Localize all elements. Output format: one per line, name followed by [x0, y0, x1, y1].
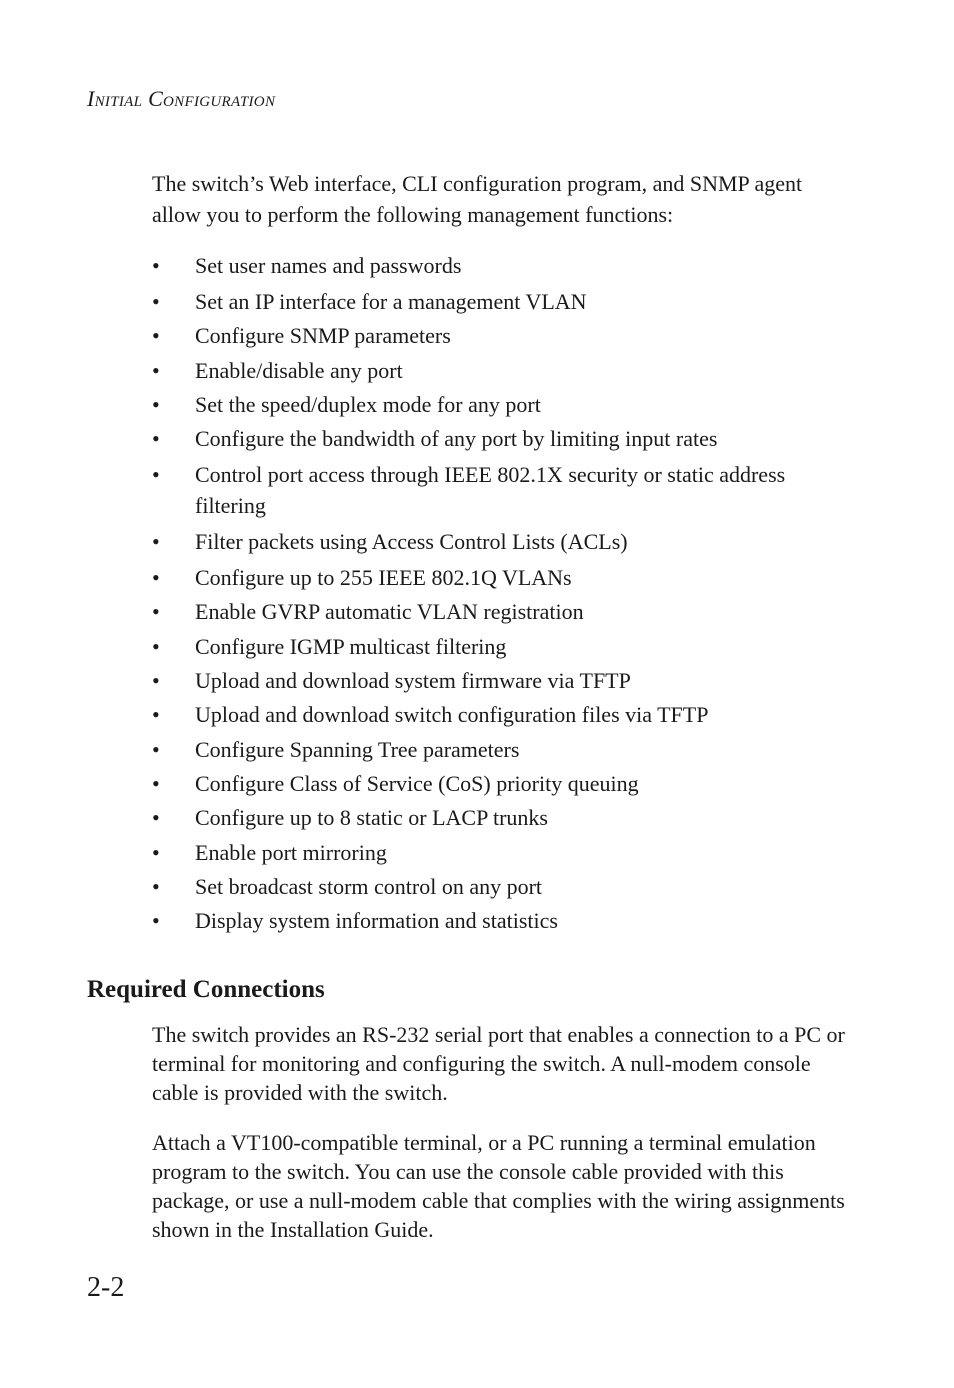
list-item-text: Configure Spanning Tree parameters — [195, 736, 520, 762]
connections-paragraph-2: Attach a VT100-compatible terminal, or a PC running a terminal emulation program to the switch. You can use the console cable provided with this package, or use a null-modem cable that complies with the wiring assignments shown in the Installation Guide. — [152, 1130, 845, 1242]
list-item — [152, 905, 852, 936]
bullet-marker: • — [152, 770, 160, 796]
list-item-text: Enable GVRP automatic VLAN registration — [195, 599, 584, 625]
list-item — [152, 286, 852, 317]
bullet-marker: • — [152, 873, 160, 899]
list-item — [152, 665, 852, 696]
management-functions-list — [152, 250, 852, 939]
list-item — [152, 526, 852, 557]
bullet-marker: • — [152, 736, 160, 762]
list-item-text: Configure up to 8 static or LACP trunks — [195, 805, 548, 831]
bullet-marker: • — [152, 702, 160, 728]
list-item-text: Configure IGMP multicast filtering — [195, 633, 507, 659]
bullet-marker: • — [152, 668, 160, 694]
list-item-text: Display system information and statistics — [195, 908, 558, 934]
bullet-marker: • — [152, 839, 160, 865]
list-item — [152, 837, 852, 868]
list-item — [152, 389, 852, 420]
list-item-text: Set the speed/duplex mode for any port — [195, 391, 541, 417]
bullet-marker: • — [152, 908, 160, 934]
list-item-text: Configure up to 255 IEEE 802.1Q VLANs — [195, 565, 572, 591]
bullet-marker: • — [152, 529, 160, 555]
list-item — [152, 562, 852, 593]
list-item — [152, 802, 852, 833]
list-item — [152, 734, 852, 765]
bullet-marker: • — [152, 253, 160, 278]
list-item — [152, 699, 852, 730]
bullet-marker: • — [152, 323, 160, 349]
list-item-text: Configure SNMP parameters — [195, 323, 451, 349]
list-item — [152, 250, 852, 281]
connections-paragraph-1: The switch provides an RS-232 serial port that enables a connection to a PC or terminal for monitoring and configuring the switch. A null-modem console cable is provided with the switch. — [152, 1022, 845, 1105]
list-item-text: Set broadcast storm control on any port — [195, 873, 543, 899]
bullet-marker: • — [152, 599, 160, 625]
list-item — [152, 871, 852, 902]
list-item-text: Set an IP interface for a management VLAN — [195, 289, 587, 314]
list-item — [152, 768, 852, 799]
list-item-text: Enable port mirroring — [195, 839, 387, 865]
list-item-text: Filter packets using Access Control Lists (ACLs) — [195, 529, 628, 555]
bullet-marker: • — [152, 805, 160, 831]
list-item — [152, 596, 852, 627]
list-item-text: Upload and download system firmware via TFTP — [195, 668, 631, 694]
running-header: Initial Configuration — [87, 86, 276, 111]
list-item-text: Control port access through IEEE 802.1X security or static address filtering — [195, 462, 786, 519]
section-heading: Required Connections — [87, 976, 325, 1003]
bullet-marker: • — [152, 391, 160, 417]
page-number: 2-2 — [87, 1272, 125, 1303]
bullet-marker: • — [152, 289, 160, 314]
list-item — [152, 631, 852, 662]
intro-paragraph: The switch’s Web interface, CLI configuration program, and SNMP agent allow you to perform the following management functions: — [152, 171, 803, 227]
bullet-marker: • — [152, 426, 160, 452]
list-item — [152, 320, 852, 351]
list-item-text: Enable/disable any port — [195, 357, 403, 383]
bullet-marker: • — [152, 357, 160, 383]
list-item-text: Configure the bandwidth of any port by limiting input rates — [195, 426, 718, 452]
bullet-marker: • — [152, 462, 160, 488]
list-item-text: Configure Class of Service (CoS) priority queuing — [195, 770, 639, 796]
bullet-marker: • — [152, 565, 160, 591]
list-item — [152, 423, 852, 454]
list-item — [152, 459, 852, 521]
list-item-text: Upload and download switch configuration files via TFTP — [195, 702, 709, 728]
list-item — [152, 355, 852, 386]
list-item-text: Set user names and passwords — [195, 253, 462, 278]
bullet-marker: • — [152, 633, 160, 659]
